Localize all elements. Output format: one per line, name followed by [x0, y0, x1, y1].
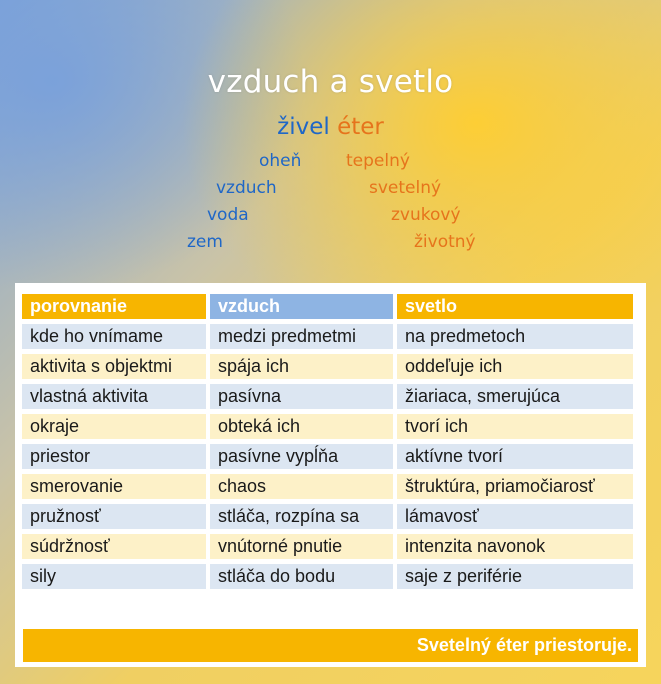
cell-light: žiariaca, smerujúca — [397, 384, 633, 409]
subtitle-ether: éter — [337, 114, 384, 140]
page-title: vzduch a svetlo — [207, 64, 454, 100]
ether-warmth: tepelný — [346, 151, 410, 171]
cell-property: okraje — [22, 414, 206, 439]
cell-air: medzi predmetmi — [210, 324, 393, 349]
cell-air: spája ich — [210, 354, 393, 379]
table-row — [22, 534, 633, 559]
footer-banner: Svetelný éter priestoruje. — [23, 629, 638, 662]
ether-life: životný — [414, 232, 476, 252]
cell-air: obteká ich — [210, 414, 393, 439]
table-row — [22, 444, 633, 469]
table-row — [22, 414, 633, 439]
cell-light: oddeľuje ich — [397, 354, 633, 379]
cell-light: štruktúra, priamočiarosť — [397, 474, 633, 499]
table-row — [22, 384, 633, 409]
comparison-table — [18, 289, 637, 594]
subtitle — [0, 114, 661, 140]
ether-sound: zvukový — [391, 205, 461, 225]
cell-air: pasívna — [210, 384, 393, 409]
cell-property: aktivita s objektmi — [22, 354, 206, 379]
element-earth: zem — [187, 232, 223, 252]
cell-air: chaos — [210, 474, 393, 499]
header-air: vzduch — [210, 294, 393, 319]
cell-light: lámavosť — [397, 504, 633, 529]
subtitle-element: živel — [277, 114, 330, 140]
table-row — [22, 354, 633, 379]
cell-property: kde ho vnímame — [22, 324, 206, 349]
cell-air: stláča, rozpína sa — [210, 504, 393, 529]
cell-property: vlastná aktivita — [22, 384, 206, 409]
cell-property: sily — [22, 564, 206, 589]
ether-light: svetelný — [369, 178, 442, 198]
cell-air: vnútorné pnutie — [210, 534, 393, 559]
cell-light: intenzita navonok — [397, 534, 633, 559]
cell-light: saje z periférie — [397, 564, 633, 589]
table-row — [22, 504, 633, 529]
cell-light: tvorí ich — [397, 414, 633, 439]
cell-property: smerovanie — [22, 474, 206, 499]
cell-light: aktívne tvorí — [397, 444, 633, 469]
table-row — [22, 564, 633, 589]
cell-property: súdržnosť — [22, 534, 206, 559]
cell-air: pasívne vypĺňa — [210, 444, 393, 469]
cell-air: stláča do bodu — [210, 564, 393, 589]
table-row — [22, 324, 633, 349]
table-row — [22, 474, 633, 499]
cell-light: na predmetoch — [397, 324, 633, 349]
element-air: vzduch — [216, 178, 277, 198]
header-comparison: porovnanie — [22, 294, 206, 319]
table-header-row — [22, 294, 633, 319]
cell-property: pružnosť — [22, 504, 206, 529]
element-fire: oheň — [259, 151, 302, 171]
header-light: svetlo — [397, 294, 633, 319]
cell-property: priestor — [22, 444, 206, 469]
element-water: voda — [207, 205, 249, 225]
